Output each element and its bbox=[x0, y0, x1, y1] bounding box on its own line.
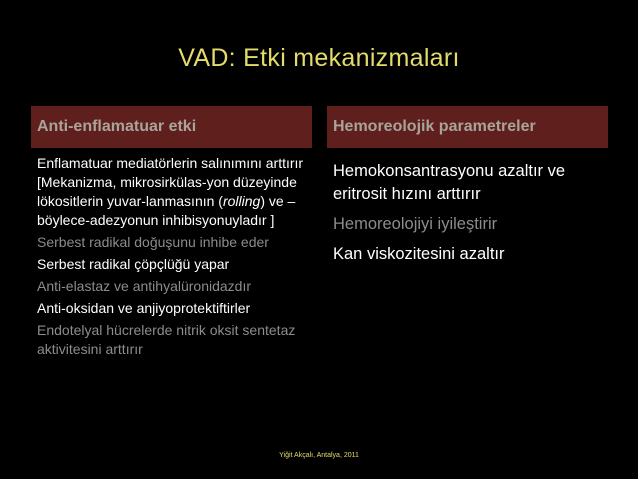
right-item-2: Hemoreolojiyi iyileştirir bbox=[333, 215, 498, 233]
right-item-3: Kan viskozitesini azaltır bbox=[333, 245, 505, 263]
slide-footer: Yiğit Akçalı, Antalya, 2011 bbox=[279, 452, 359, 459]
right-column-list bbox=[333, 160, 608, 273]
right-item-1: Hemokonsantrasyonu azaltır ve eritrosit hızını arttırır bbox=[333, 162, 566, 203]
left-item-2: Serbest radikal doğuşunu inhibe eder bbox=[37, 234, 269, 250]
left-item-5: Anti-oksidan ve anjiyoprotektiftirler bbox=[37, 300, 251, 316]
left-item-1 bbox=[37, 154, 312, 230]
left-item-3: Serbest radikal çöpçlüğü yapar bbox=[37, 256, 230, 272]
left-item-1-italic: rolling bbox=[222, 193, 261, 209]
left-column-header: Anti-enflamatuar etki bbox=[31, 106, 312, 148]
left-item-1-part-1: Enflamatuar mediatörlerin salınımını arttırır [Mekanizma, mikrosirkülas-yon düzeyinde lökositlerin yuvar-lanmasının ( bbox=[37, 155, 304, 209]
left-item-4: Anti-elastaz ve antihyalüronidazdır bbox=[37, 278, 252, 294]
left-column-list bbox=[37, 154, 312, 362]
left-item-1-part-3: ) ve –böylece-adezyonun inhibisyonuyladır ] bbox=[37, 193, 296, 228]
left-item-6: Endotelyal hücrelerde nitrik oksit sentetaz aktivitesini arttırır bbox=[37, 322, 296, 357]
slide-title: VAD: Etki mekanizmaları bbox=[178, 44, 460, 72]
right-column-header: Hemoreolojik parametreler bbox=[327, 106, 608, 148]
